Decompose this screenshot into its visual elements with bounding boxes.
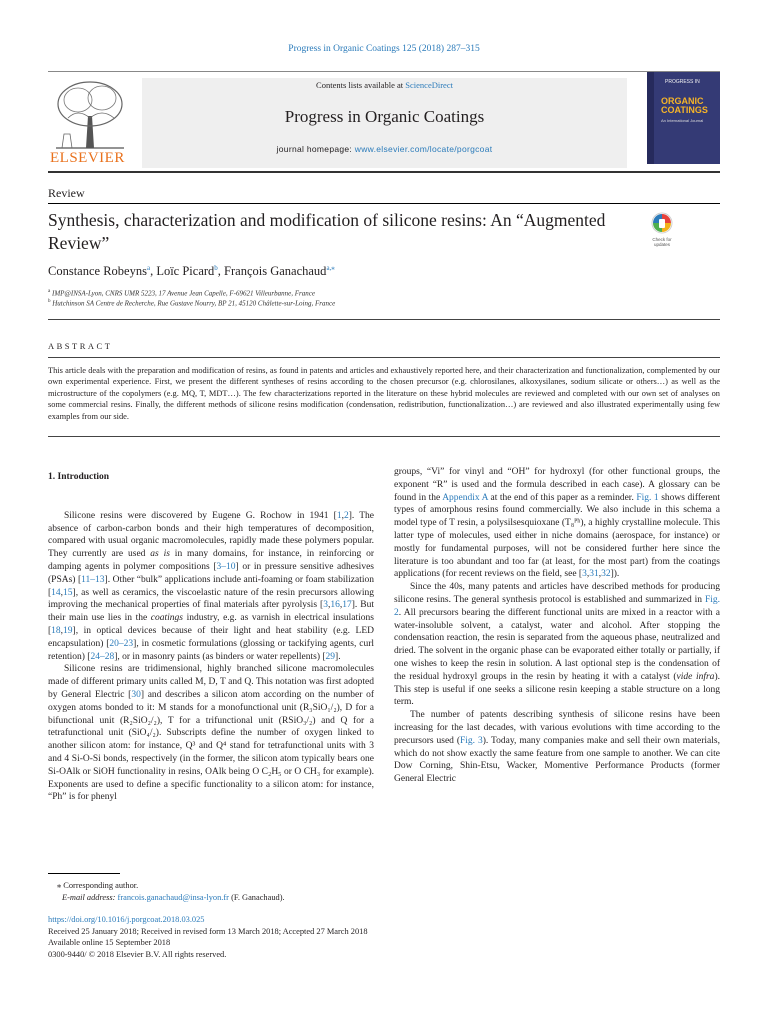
paragraph: [48, 663, 374, 804]
cover-title-line2: COATINGS: [661, 105, 708, 115]
footnote-divider: [48, 873, 120, 874]
paragraph: [394, 466, 720, 581]
author-affiliation-mark[interactable]: b: [214, 264, 218, 272]
text: ,: [327, 600, 331, 611]
text: groups, “Vi” for vinyl and “OH” for hydroxyl (for other functional groups, the exponent “R” is used and the formula described in each case). A glossary can be found in the: [394, 467, 720, 503]
homepage-prefix: journal homepage:: [276, 144, 355, 154]
cover-top-text: PROGRESS IN: [665, 79, 700, 85]
received-dates: Received 25 January 2018; Received in revised form 13 March 2018; Accepted 27 March 2018: [48, 926, 368, 936]
article-type: Review: [48, 186, 85, 200]
text: ], in optical devices because of their light and heat stability (e.g. LED encapsulation) [: [48, 625, 374, 649]
email-link[interactable]: francois.ganachaud@insa-lyon.fr: [117, 892, 229, 902]
text: ].: [335, 651, 341, 662]
text: ], or in masonry paints (as binders or water repellents) [: [114, 651, 326, 662]
text: Since the 40s, many patents and articles have described methods for producing silicone resins. The general synthesis protocol is established and summarized in: [394, 582, 720, 605]
crossmark-label-line1: Check for: [652, 237, 672, 242]
footnotes: [48, 880, 285, 903]
author-name[interactable]: Constance Robeyns: [48, 264, 147, 279]
text: ]. Other “bulk” applications include anti-foaming or foam stabilization [: [48, 574, 374, 598]
journal-title: Progress in Organic Coatings: [284, 107, 485, 126]
citation-link[interactable]: 17: [342, 600, 352, 611]
right-column: [394, 466, 720, 786]
text: ]. The absence of carbon-carbon bonds and their high temperatures of decomposition, compared with usual organic macromolecules, rapidly made these polymers popular. They currently are used: [48, 510, 375, 560]
text: ,: [339, 600, 343, 611]
divider: [48, 319, 720, 320]
text: Silicone resins are tridimensional, highly branched silicone macromolecules made of different primary units called M, D, T and Q. This notation was first adopted by General Electric [: [48, 664, 374, 700]
text: ,: [341, 510, 344, 521]
crossmark-label-line2: updates: [653, 242, 670, 247]
text: ]. But their main use lies in the: [48, 600, 375, 624]
copyright: 0300-9440/ © 2018 Elsevier B.V. All rights reserved.: [48, 949, 227, 959]
text: ,: [598, 569, 602, 580]
divider: [48, 357, 720, 358]
citation-link[interactable]: 29: [325, 651, 336, 662]
text-italic: coatings: [150, 613, 183, 624]
left-column: [48, 466, 374, 804]
article-title: Synthesis, characterization and modification of silicone resins: An “Augmented Review”: [48, 210, 606, 253]
citation-link[interactable]: 2: [343, 510, 349, 521]
citation-link[interactable]: 18: [51, 625, 61, 636]
text: ]).: [610, 569, 620, 580]
text: shows different types of amorphous resins found commercially. We also include in this schema a model type of T resin, a polysilsesquioxane (T₈ᴾʰ), a highly crystalline molecule. This latter type of molecules, used either in niche domains (aerospace, for instance) or mostly for fundamental purposes, will not be considered further here since the literature is too abundant and too far (at least, for the most part) from the coatings applications (for recent reviews on the field, see [: [394, 492, 720, 580]
abstract-text: This article deals with the preparation and modification of resins, as found in patents and articles and exhaustively reported here, and their characterization and functionalization, complemented by our own experimental experience. First, we present the different syntheses of resins according to the chosen precursor (e.g. chlorosilanes, alkoxysilanes, sodium silicate or others…) as well as the microstructure of the copolymers (e.g. MQ, T, MDT…). The few characterizations reported in the literature on these hybrid molecules are reviewed and completed with our own set of analyses on some commercial resins. Finally, the different methods of silicone resins modification (condensation, redistribution, functionalization…) are reviewed and also illustrated experimentally using few examples from our side.: [48, 366, 720, 421]
text: ,: [586, 569, 590, 580]
crossmark-label[interactable]: [644, 237, 680, 247]
journal-reference[interactable]: Progress in Organic Coatings 125 (2018) 287–315: [288, 44, 480, 54]
journal-masthead: [48, 71, 720, 173]
citation-link[interactable]: 15: [63, 587, 73, 598]
cover-title: [661, 97, 708, 115]
journal-cover-image[interactable]: [647, 72, 720, 164]
citation-link[interactable]: 16: [330, 600, 340, 611]
text: ). Today, many companies make and sell their own materials, which do not show exactly the same feature from one sample to another. We can cite Dow Corning, Shin-Etsu, Wacker, Momentive Performance Products (former General Electric: [394, 735, 720, 785]
paragraph: [394, 709, 720, 786]
citation-link[interactable]: 1: [336, 510, 342, 521]
author-name[interactable]: Loïc Picard: [156, 264, 215, 279]
text: Silicone resins were discovered by Eugene G. Rochow in 1941 [: [64, 510, 337, 521]
text: ,: [60, 587, 64, 598]
text: ] and describes a silicon atom according on the number of oxygen atoms bonded to it: M stands for a monofunctional unit (R₃SiO₁/₂), D for a bifunctional unit (R₂SiO₂/₂), T for a trifunctional unit (RSiO₃/₂) and Q for a tetrafunctional unit (SiO₄/₂). Subscripts define the number of oxygen linked to another silicon atom: for instance, Q³ and Q⁴ stand for tetrafunctional units with 3 and 4 Si-O-Si bonds, respectively (in the former, the silicon atom typically bears one Si-OAlk or SiOH functionality in resins, OAlk being O C₂H₅ or O CH₃ for example). Exponents are used to define a specific functionality to a silicon atom: for instance, “Ph” is for phenyl: [48, 689, 375, 803]
text: ], in cosmetic formulations (glossing or tackifying agents, curl retention) [: [48, 638, 374, 662]
text: ], as well as ceramics, the viscoelastic nature of the resin precursors allowing improving the mechanical properties of final materials after pyrolysis [: [48, 587, 374, 611]
affiliation-mark: a: [48, 289, 51, 294]
citation-link[interactable]: 11–13: [81, 574, 105, 585]
affiliation-mark: b: [48, 299, 51, 304]
citation-link[interactable]: 24–28: [90, 651, 115, 662]
article-info: [48, 914, 368, 960]
citation-link[interactable]: 3: [582, 569, 587, 580]
figure-link[interactable]: Fig. 1: [636, 492, 659, 503]
masthead-center: [142, 78, 627, 168]
citation-link[interactable]: 32: [601, 569, 611, 580]
sciencedirect-link[interactable]: ScienceDirect: [405, 80, 453, 90]
spacer: [48, 497, 374, 510]
text: ] or in pressure sensitive adhesives (PSAs) [: [48, 561, 374, 585]
section-heading: 1. Introduction: [48, 472, 110, 482]
citation-link[interactable]: 3–10: [216, 561, 236, 572]
homepage-link[interactable]: www.elsevier.com/locate/porgcoat: [354, 144, 493, 154]
corresponding-author-note: [48, 880, 285, 892]
elsevier-wordmark: ELSEVIER: [50, 150, 125, 166]
citation-link[interactable]: 3: [323, 600, 328, 611]
text: industry, e.g. as varnish in electrical insulations [: [48, 613, 374, 636]
cover-subtitle: An International Journal: [661, 118, 704, 123]
text-italic: vide infra: [676, 671, 715, 682]
email-note: [48, 892, 285, 904]
cover-stripe: [647, 72, 654, 164]
text-italic: as is: [150, 549, 170, 560]
author-affiliation-mark[interactable]: a: [146, 264, 151, 272]
text: . All precursors bearing the different functional units are mixed in a reactor with a water-insoluble solvent, a catalyst, water and alcohol. After stopping the condensation reaction, the resin is separated from the aqueous phase, neutralized and dried. The solvent in the organic phase can be evaporated either totally or partially, if one wishes to keep the resin in solution. A last optional step is the condensation of the residual hydroxyl groups in the resin by heating it with a catalyst (: [394, 607, 720, 682]
abstract-heading: ABSTRACT: [48, 341, 113, 351]
affiliation-text: IMP@INSA-Lyon, CNRS UMR 5223, 17 Avenue Jean Capelle, F-69621 Villeurbanne, France: [51, 289, 315, 298]
text: at the end of this paper as a reminder.: [487, 492, 637, 503]
doi-link[interactable]: https://doi.org/10.1016/j.porgcoat.2018.03.025: [48, 915, 205, 924]
footnote-mark: ⁎: [57, 881, 62, 890]
cover-title-line1: ORGANIC: [661, 96, 704, 106]
figure-link[interactable]: Fig. 2: [394, 594, 720, 618]
appendix-link[interactable]: Appendix A: [442, 492, 488, 503]
citation-link[interactable]: 14: [51, 587, 61, 598]
citation-link[interactable]: 30: [131, 689, 141, 700]
email-label: E-mail address:: [62, 892, 118, 902]
affiliation-text: Hutchinson SA Centre de Recherche, Rue Gustave Nourry, BP 21, 45120 Châlette-sur-Loing, France: [52, 299, 336, 308]
text: ). This step is useful if one seeks a silicone resin keeping a stable structure on a long term.: [394, 671, 720, 708]
citation-link[interactable]: 20–23: [109, 638, 134, 649]
figure-link[interactable]: Fig. 3: [460, 735, 483, 746]
contents-prefix: Contents lists available at: [316, 80, 406, 90]
author-affiliation-mark[interactable]: a,⁎: [326, 264, 335, 272]
citation-link[interactable]: 31: [589, 569, 599, 580]
online-date: Available online 15 September 2018: [48, 938, 171, 948]
journal-homepage: [142, 144, 627, 154]
paragraph: [48, 510, 374, 664]
divider: [48, 203, 720, 204]
author-list: Constance Robeyns$^a$, Loïc Picard$^b$, François Ganachaud$^{a,⁎}$: [48, 264, 335, 279]
contents-line: [142, 80, 627, 90]
text: The number of patents describing synthesis of silicone resins have been increasing for the last decades, with various evolutions with time according to the precursors used (: [394, 710, 720, 746]
footnote-text: Corresponding author.: [61, 881, 139, 890]
citation-link[interactable]: 19: [63, 625, 73, 636]
affiliation: [48, 299, 335, 307]
text: in many domains, for instance, in reinforcing or damping agents in polymer compositions [: [48, 549, 374, 572]
text: ,: [60, 625, 64, 636]
author-name[interactable]: François Ganachaud: [224, 264, 327, 279]
email-suffix: (F. Ganachaud).: [228, 892, 285, 902]
divider: [48, 436, 720, 437]
affiliation: [48, 289, 315, 297]
paragraph: [394, 581, 720, 709]
